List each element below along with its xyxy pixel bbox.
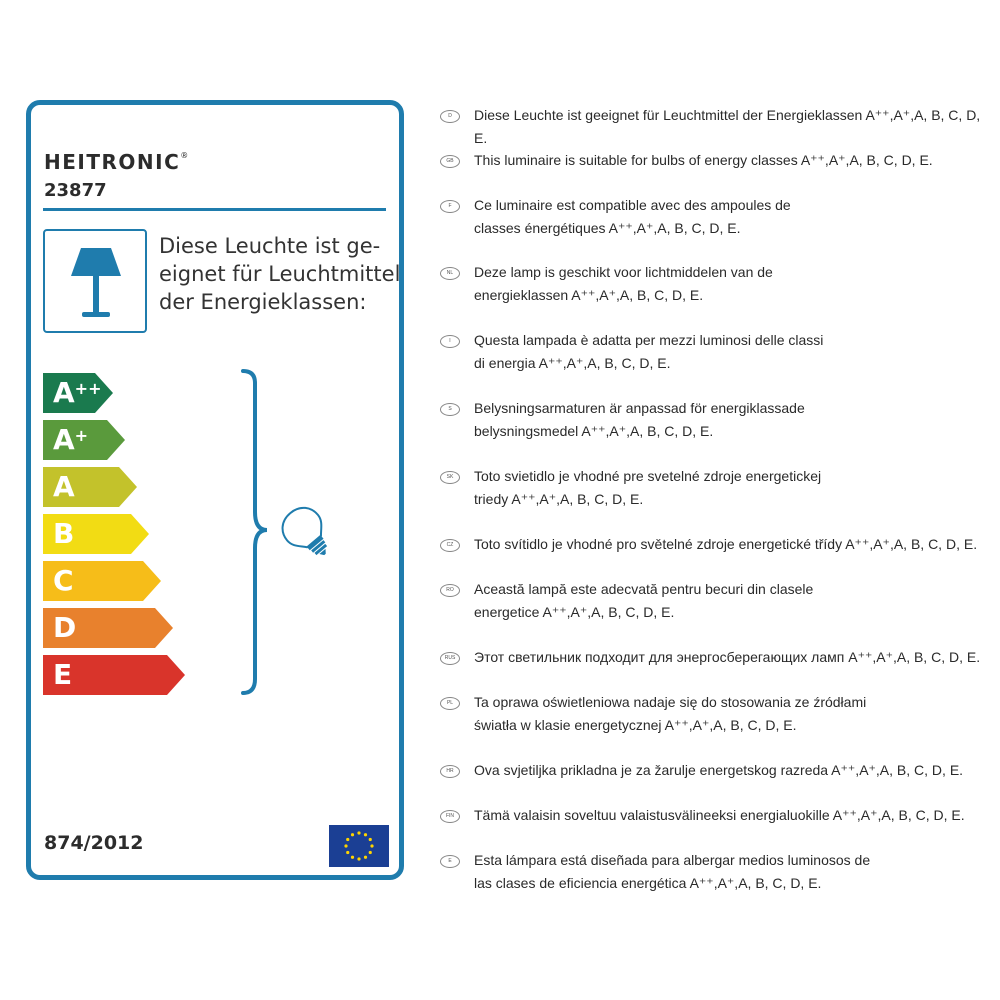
eu-star-icon [370, 844, 373, 847]
country-code-badge: FIN [440, 810, 460, 823]
eu-star-icon [344, 844, 347, 847]
eu-star-icon [351, 833, 354, 836]
country-code-badge: D [440, 110, 460, 123]
country-code-badge: I [440, 335, 460, 348]
country-code-badge: PL [440, 697, 460, 710]
energy-class-scale: A++ A+ A B C D E [43, 373, 213, 703]
regulation-number: 874/2012 [44, 832, 144, 854]
eu-flag-icon [329, 825, 389, 867]
eu-star-icon [364, 856, 367, 859]
table-lamp-icon [45, 231, 145, 331]
brand-name: HEITRONIC® [44, 150, 190, 174]
energy-label [26, 100, 404, 880]
country-code-badge: NL [440, 267, 460, 280]
country-code-badge: F [440, 200, 460, 213]
header-divider [43, 208, 386, 211]
light-bulb-icon [277, 503, 337, 563]
intro-line: Diese Leuchte ist ge- [159, 234, 381, 258]
eu-star-icon [346, 851, 349, 854]
country-code-badge: RUS [440, 652, 460, 665]
eu-star-icon [357, 857, 360, 860]
curly-brace-icon [231, 367, 267, 697]
eu-star-icon [369, 851, 372, 854]
model-number: 23877 [44, 180, 107, 201]
luminaire-pictogram [43, 229, 147, 333]
eu-star-icon [357, 831, 360, 834]
country-code-badge: CZ [440, 539, 460, 552]
eu-star-icon [346, 838, 349, 841]
country-code-badge: SK [440, 471, 460, 484]
intro-text [159, 232, 404, 316]
country-code-badge: S [440, 403, 460, 416]
country-code-badge: RO [440, 584, 460, 597]
intro-line: eignet für Leuchtmittel [159, 262, 401, 286]
country-code-badge: GB [440, 155, 460, 168]
eu-star-icon [369, 838, 372, 841]
country-code-badge: HR [440, 765, 460, 778]
eu-star-icon [364, 833, 367, 836]
country-code-badge: E [440, 855, 460, 868]
intro-line: der Energieklassen: [159, 290, 367, 314]
eu-star-icon [351, 856, 354, 859]
